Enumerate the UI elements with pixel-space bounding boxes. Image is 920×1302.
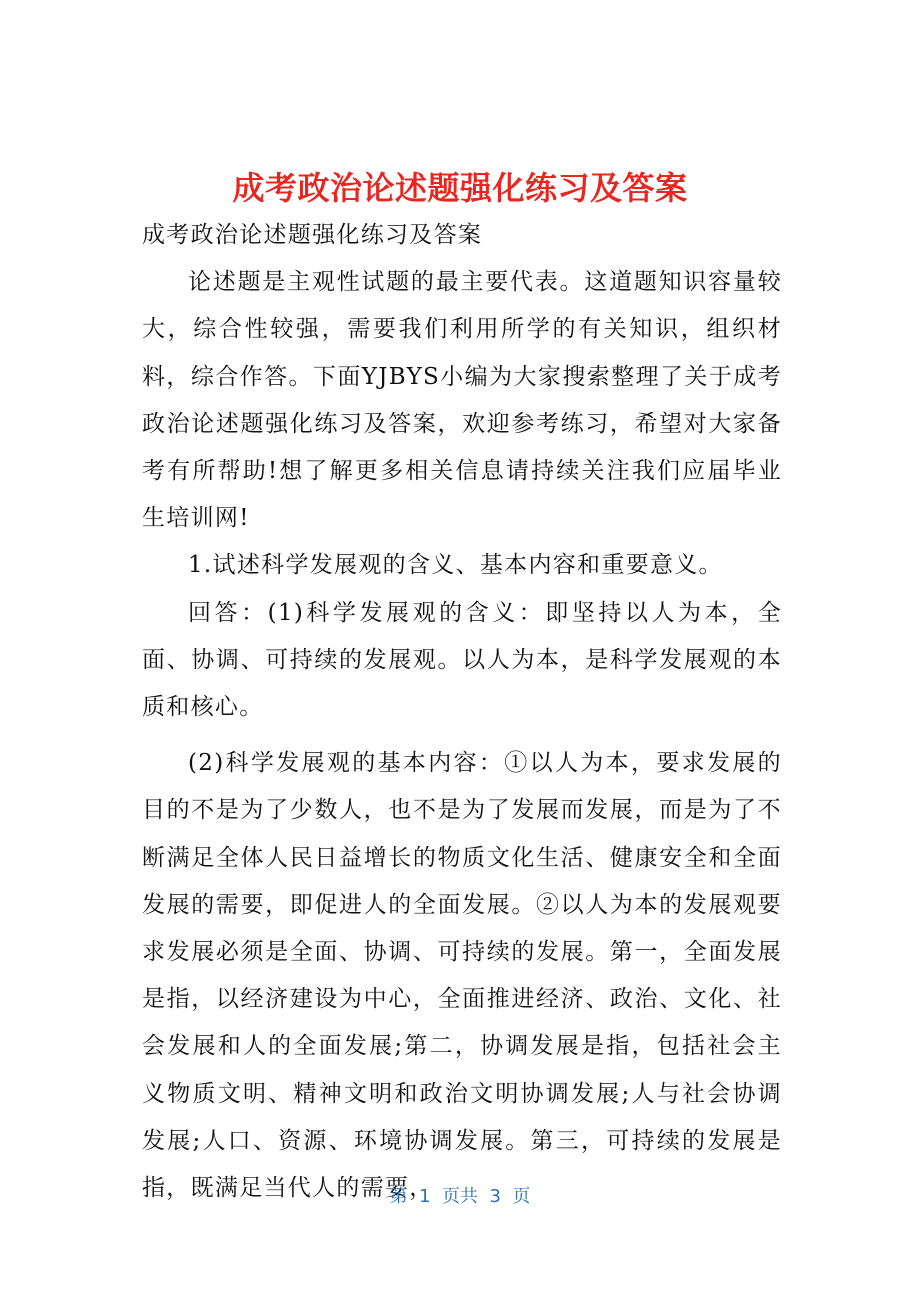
page-title: 成考政治论述题强化练习及答案 <box>232 169 688 208</box>
intro-paragraph: 论述题是主观性试题的最主要代表。这道题知识容量较大，综合性较强，需要我们利用所学的有关知识，组织材料，综合作答。下面YJBYS小编为大家搜索整理了关于成考政治论述题强化练习及答案，欢迎参考练习，希望对大家备考有所帮助!想了解更多相关信息请持续关注我们应届毕业生培训网! <box>142 269 782 532</box>
page-footer: 第 1 页共 3 页 <box>389 1186 531 1207</box>
document-body <box>142 212 782 1212</box>
document-subtitle: 成考政治论述题强化练习及答案 <box>142 222 483 248</box>
question-paragraph: 1.试述科学发展观的含义、基本内容和重要意义。 <box>188 552 723 579</box>
answer-paragraph-2: (2)科学发展观的基本内容：①以人为本，要求发展的目的不是为了少数人，也不是为了发展而发展，而是为了不断满足全体人民日益增长的物质文化生活、健康安全和全面发展的需要，即促进人的全面发展。②以人为本的发展观要求发展必须是全面、协调、可持续的发展。第一，全面发展是指，以经济建设为中心，全面推进经济、政治、文化、社会发展和人的全面发展;第二，协调发展是指，包括社会主义物质文明、精神文明和政治文明协调发展;人与社会协调发展;人口、资源、环境协调发展。第三，可持续的发展是指，既满足当代人的需要， <box>142 750 782 1202</box>
answer-paragraph-1: 回答：(1)科学发展观的含义：即坚持以人为本，全面、协调、可持续的发展观。以人为本，是科学发展观的本质和核心。 <box>142 599 782 721</box>
